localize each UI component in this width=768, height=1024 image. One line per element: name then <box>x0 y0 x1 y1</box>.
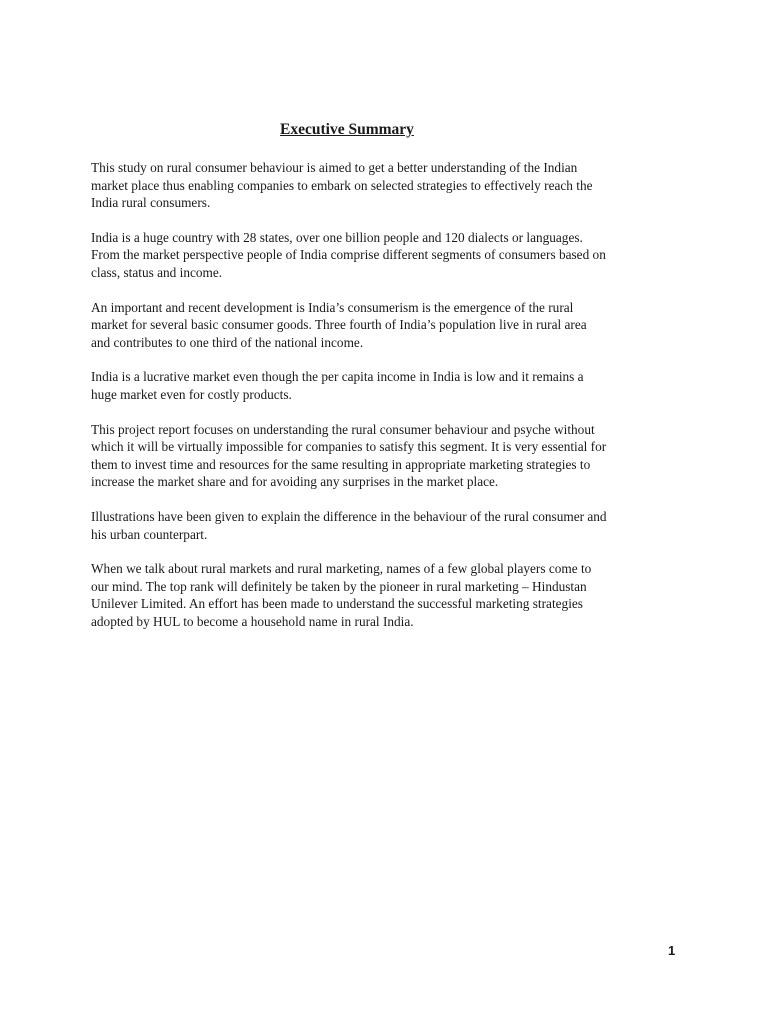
paragraph-line: our mind. The top rank will definitely be taken by the pioneer in rural marketing – Hindustan <box>91 578 587 594</box>
paragraph-line: his urban counterpart. <box>91 526 208 542</box>
paragraph-line: India is a huge country with 28 states, over one billion people and 120 dialects or languages. <box>91 229 583 245</box>
paragraph-line: market for several basic consumer goods. Three fourth of India’s population live in rural area <box>91 317 587 333</box>
page-number: 1 <box>668 943 676 958</box>
paragraph-3 <box>91 299 691 352</box>
paragraph-1 <box>91 159 691 212</box>
page-title: Executive Summary <box>280 121 414 138</box>
paragraph-6 <box>91 508 691 543</box>
paragraph-line: India is a lucrative market even though the per capita income in India is low and it remains a <box>91 369 584 385</box>
paragraph-2 <box>91 229 691 282</box>
paragraph-line: This project report focuses on understanding the rural consumer behaviour and psyche without <box>91 421 595 437</box>
paragraph-line: Unilever Limited. An effort has been made to understand the successful marketing strategies <box>91 596 583 612</box>
paragraph-line: market place thus enabling companies to embark on selected strategies to effectively reach the <box>91 177 593 193</box>
paragraph-line: increase the market share and for avoiding any surprises in the market place. <box>91 474 499 490</box>
paragraph-line: From the market perspective people of India comprise different segments of consumers based on <box>91 247 606 263</box>
paragraph-line: adopted by HUL to become a household name in rural India. <box>91 613 414 629</box>
paragraph-line: them to invest time and resources for the same resulting in appropriate marketing strategies to <box>91 456 591 472</box>
body-text <box>91 159 691 647</box>
paragraph-5 <box>91 421 691 491</box>
paragraph-line: which it will be virtually impossible for companies to satisfy this segment. It is very essential for <box>91 439 607 455</box>
paragraph-line: and contributes to one third of the national income. <box>91 334 364 350</box>
paragraph-line: class, status and income. <box>91 264 223 280</box>
paragraph-line: huge market even for costly products. <box>91 386 292 402</box>
paragraph-7 <box>91 560 691 630</box>
paragraph-line: An important and recent development is India’s consumerism is the emergence of the rural <box>91 299 574 315</box>
paragraph-line: India rural consumers. <box>91 195 211 211</box>
paragraph-line: This study on rural consumer behaviour is aimed to get a better understanding of the Indian <box>91 160 578 175</box>
paragraph-line: When we talk about rural markets and rural marketing, names of a few global players come to <box>91 561 592 577</box>
paragraph-line: Illustrations have been given to explain the difference in the behaviour of the rural consumer and <box>91 508 607 524</box>
paragraph-4 <box>91 368 691 403</box>
